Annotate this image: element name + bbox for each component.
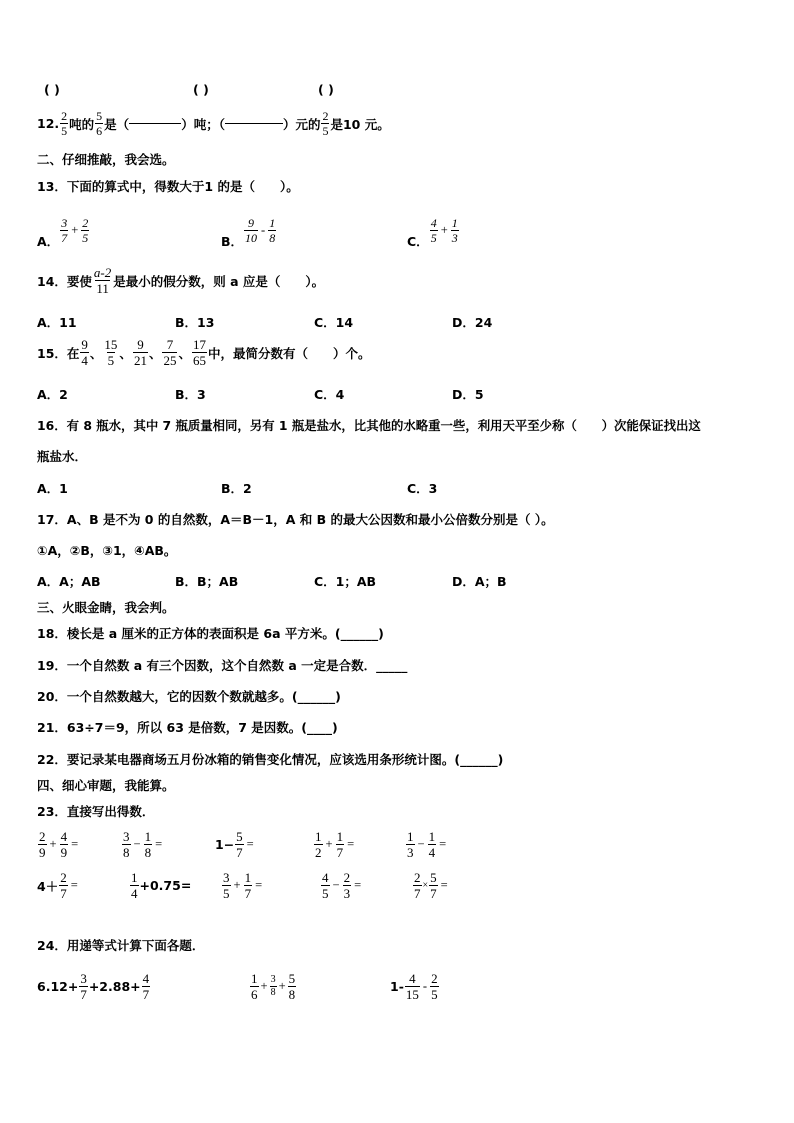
question-23: 23．直接写出得数． (37, 804, 155, 819)
q12-blank-1 (129, 123, 181, 124)
q12-fraction-2: $\frac{5}{6}$ (96, 109, 103, 138)
q23-item-2: $\frac{3}{8}$ − $\frac{1}{8}$ = (123, 829, 163, 860)
question-18: 18．棱长是 a 厘米的正方体的表面积是 6a 平方米。(______) (37, 626, 384, 641)
q23-item-5: $\frac{1}{3}$ − $\frac{1}{4}$ = (407, 829, 447, 860)
question-24: 24．用递等式计算下面各题． (37, 938, 205, 953)
q15-text-post: 中，最简分数有（ ）个。 (207, 345, 371, 361)
q15-option-b: B．3 (175, 387, 206, 402)
q17-option-b: B．B；AB (175, 574, 239, 589)
q23-item-7: $\frac{1}{4}$ +0.75 = (131, 870, 192, 901)
q15-option-c: C．4 (314, 387, 345, 402)
q23-item-8: $\frac{3}{5}$ + $\frac{1}{7}$ = (223, 870, 263, 901)
q13-option-b-label: B． (221, 234, 244, 249)
q13-option-a-label: A． (37, 234, 60, 249)
q17-option-c: C．1；AB (314, 574, 377, 589)
section-4-heading: 四、细心审题，我能算。 (37, 778, 175, 793)
q13-c-frac-2: $\frac{1}{3}$ (451, 215, 458, 245)
q24-expression-1: 6.12+ $\frac{3}{7}$ +2.88+ $\frac{4}{7}$ (37, 971, 150, 1002)
q24-expression-3: 1- $\frac{4}{15}$ - $\frac{2}{5}$ (390, 971, 438, 1002)
q12-fraction-1: $\frac{2}{5}$ (61, 109, 68, 138)
q13-option-c (407, 210, 460, 250)
q15-fraction-5: $\frac{17}{65}$ (192, 337, 206, 368)
q12-blank-2 (225, 123, 283, 124)
q12-text-1: 吨的 (69, 116, 95, 132)
q23-item-3: 1− $\frac{5}{7}$ = (215, 829, 254, 860)
q13-a-operator: + (71, 222, 79, 237)
question-16-line-1: 16．有 8 瓶水，其中 7 瓶质量相同，另有 1 瓶是盐水，比其他的水略重一些，利用天平至少称（ ）次能保证找出这 (37, 418, 701, 433)
q13-option-a (37, 210, 90, 250)
question-16-line-2: 瓶盐水． (37, 449, 88, 464)
q13-a-frac-2: $\frac{2}{5}$ (82, 215, 89, 245)
q23-item-9: $\frac{4}{5}$ − $\frac{2}{3}$ = (322, 870, 362, 901)
question-14 (37, 266, 324, 295)
q15-fraction-2: $\frac{15}{5}$ (104, 337, 118, 368)
q23-item-1: $\frac{2}{9}$ + $\frac{4}{9}$ = (39, 829, 79, 860)
q24-expression-2: $\frac{1}{6}$ + $\frac{3}{8}$ + $\frac{5}{8}$ (251, 971, 296, 1002)
q15-separator: 、 (89, 345, 103, 361)
q23-item-6: 4＋ $\frac{2}{7}$ = (37, 870, 78, 901)
q15-separator: 、 (119, 345, 132, 361)
top-answer-blank-3: ( ) (318, 82, 334, 97)
q14-option-b: B．13 (175, 315, 215, 330)
q12-fraction-3: $\frac{2}{5}$ (322, 109, 329, 138)
question-19: 19．一个自然数 a 有三个因数，这个自然数 a 一定是合数．_____ (37, 658, 408, 673)
q16-option-b: B．2 (221, 481, 252, 496)
q12-text-5: 是10 元。 (330, 116, 390, 132)
q17-choices: ①A，②B，③1，④AB。 (37, 543, 177, 558)
question-22: 22．要记录某电器商场五月份冰箱的销售变化情况，应该选用条形统计图。(______) (37, 752, 504, 767)
top-answer-blank-1: ( ) (44, 82, 60, 97)
q17-option-d: D．A；B (452, 574, 507, 589)
question-21: 21．63÷7＝9，所以 63 是倍数，7 是因数。(____) (37, 720, 338, 735)
q15-separator: 、 (148, 345, 162, 361)
q13-option-c-label: C． (407, 234, 429, 249)
q15-fraction-1: $\frac{9}{4}$ (81, 337, 88, 368)
question-15 (37, 338, 370, 367)
question-17: 17．A、B 是不为 0 的自然数，A＝B－1，A 和 B 的最大公因数和最小公倍数分别是（ ）。 (37, 512, 554, 527)
section-3-heading: 三、火眼金睛，我会判。 (37, 600, 175, 615)
q23-item-4: $\frac{1}{2}$ + $\frac{1}{7}$ = (315, 829, 355, 860)
q13-c-operator: + (440, 222, 448, 237)
q14-option-d: D．24 (452, 315, 493, 330)
q16-option-c: C．3 (407, 481, 438, 496)
q23-item-10: $\frac{2}{7}$ × $\frac{5}{7}$ = (414, 870, 448, 901)
q14-option-a: A．11 (37, 315, 77, 330)
q14-fraction: $\frac{a-2}{11}$ (93, 265, 112, 296)
top-answer-blank-2: ( ) (193, 82, 209, 97)
q12-number: 12. (37, 116, 60, 131)
q13-b-operator: - (261, 222, 266, 237)
q12-text-3: ）吨；（ (181, 116, 225, 132)
q13-b-frac-2: $\frac{1}{8}$ (269, 215, 276, 245)
q12-text-2: 是（ (104, 116, 130, 132)
question-20: 20．一个自然数越大，它的因数个数就越多。(______) (37, 689, 341, 704)
q15-option-a: A．2 (37, 387, 68, 402)
q13-b-frac-1: $\frac{9}{10}$ (245, 215, 258, 245)
question-13: 13．下面的算式中，得数大于1 的是（ ）。 (37, 179, 299, 194)
q13-a-frac-1: $\frac{3}{7}$ (61, 215, 68, 245)
q16-option-a: A．1 (37, 481, 68, 496)
q15-text-pre: 15．在 (37, 345, 80, 361)
question-12 (37, 110, 390, 137)
q15-fraction-3: $\frac{9}{21}$ (133, 337, 147, 368)
q15-option-d: D．5 (452, 387, 484, 402)
q14-text-pre: 14．要使 (37, 273, 92, 289)
q13-option-b (221, 210, 277, 250)
q15-separator: 、 (178, 345, 191, 361)
q15-fraction-4: $\frac{7}{25}$ (163, 337, 177, 368)
q12-text-4: ）元的 (282, 116, 321, 132)
q14-option-c: C．14 (314, 315, 354, 330)
section-2-heading: 二、仔细推敲，我会选。 (37, 152, 175, 167)
q17-option-a: A．A；AB (37, 574, 101, 589)
q14-text-post: 是最小的假分数，则 a 应是（ ）。 (113, 273, 325, 289)
q13-c-frac-1: $\frac{4}{5}$ (430, 215, 437, 245)
